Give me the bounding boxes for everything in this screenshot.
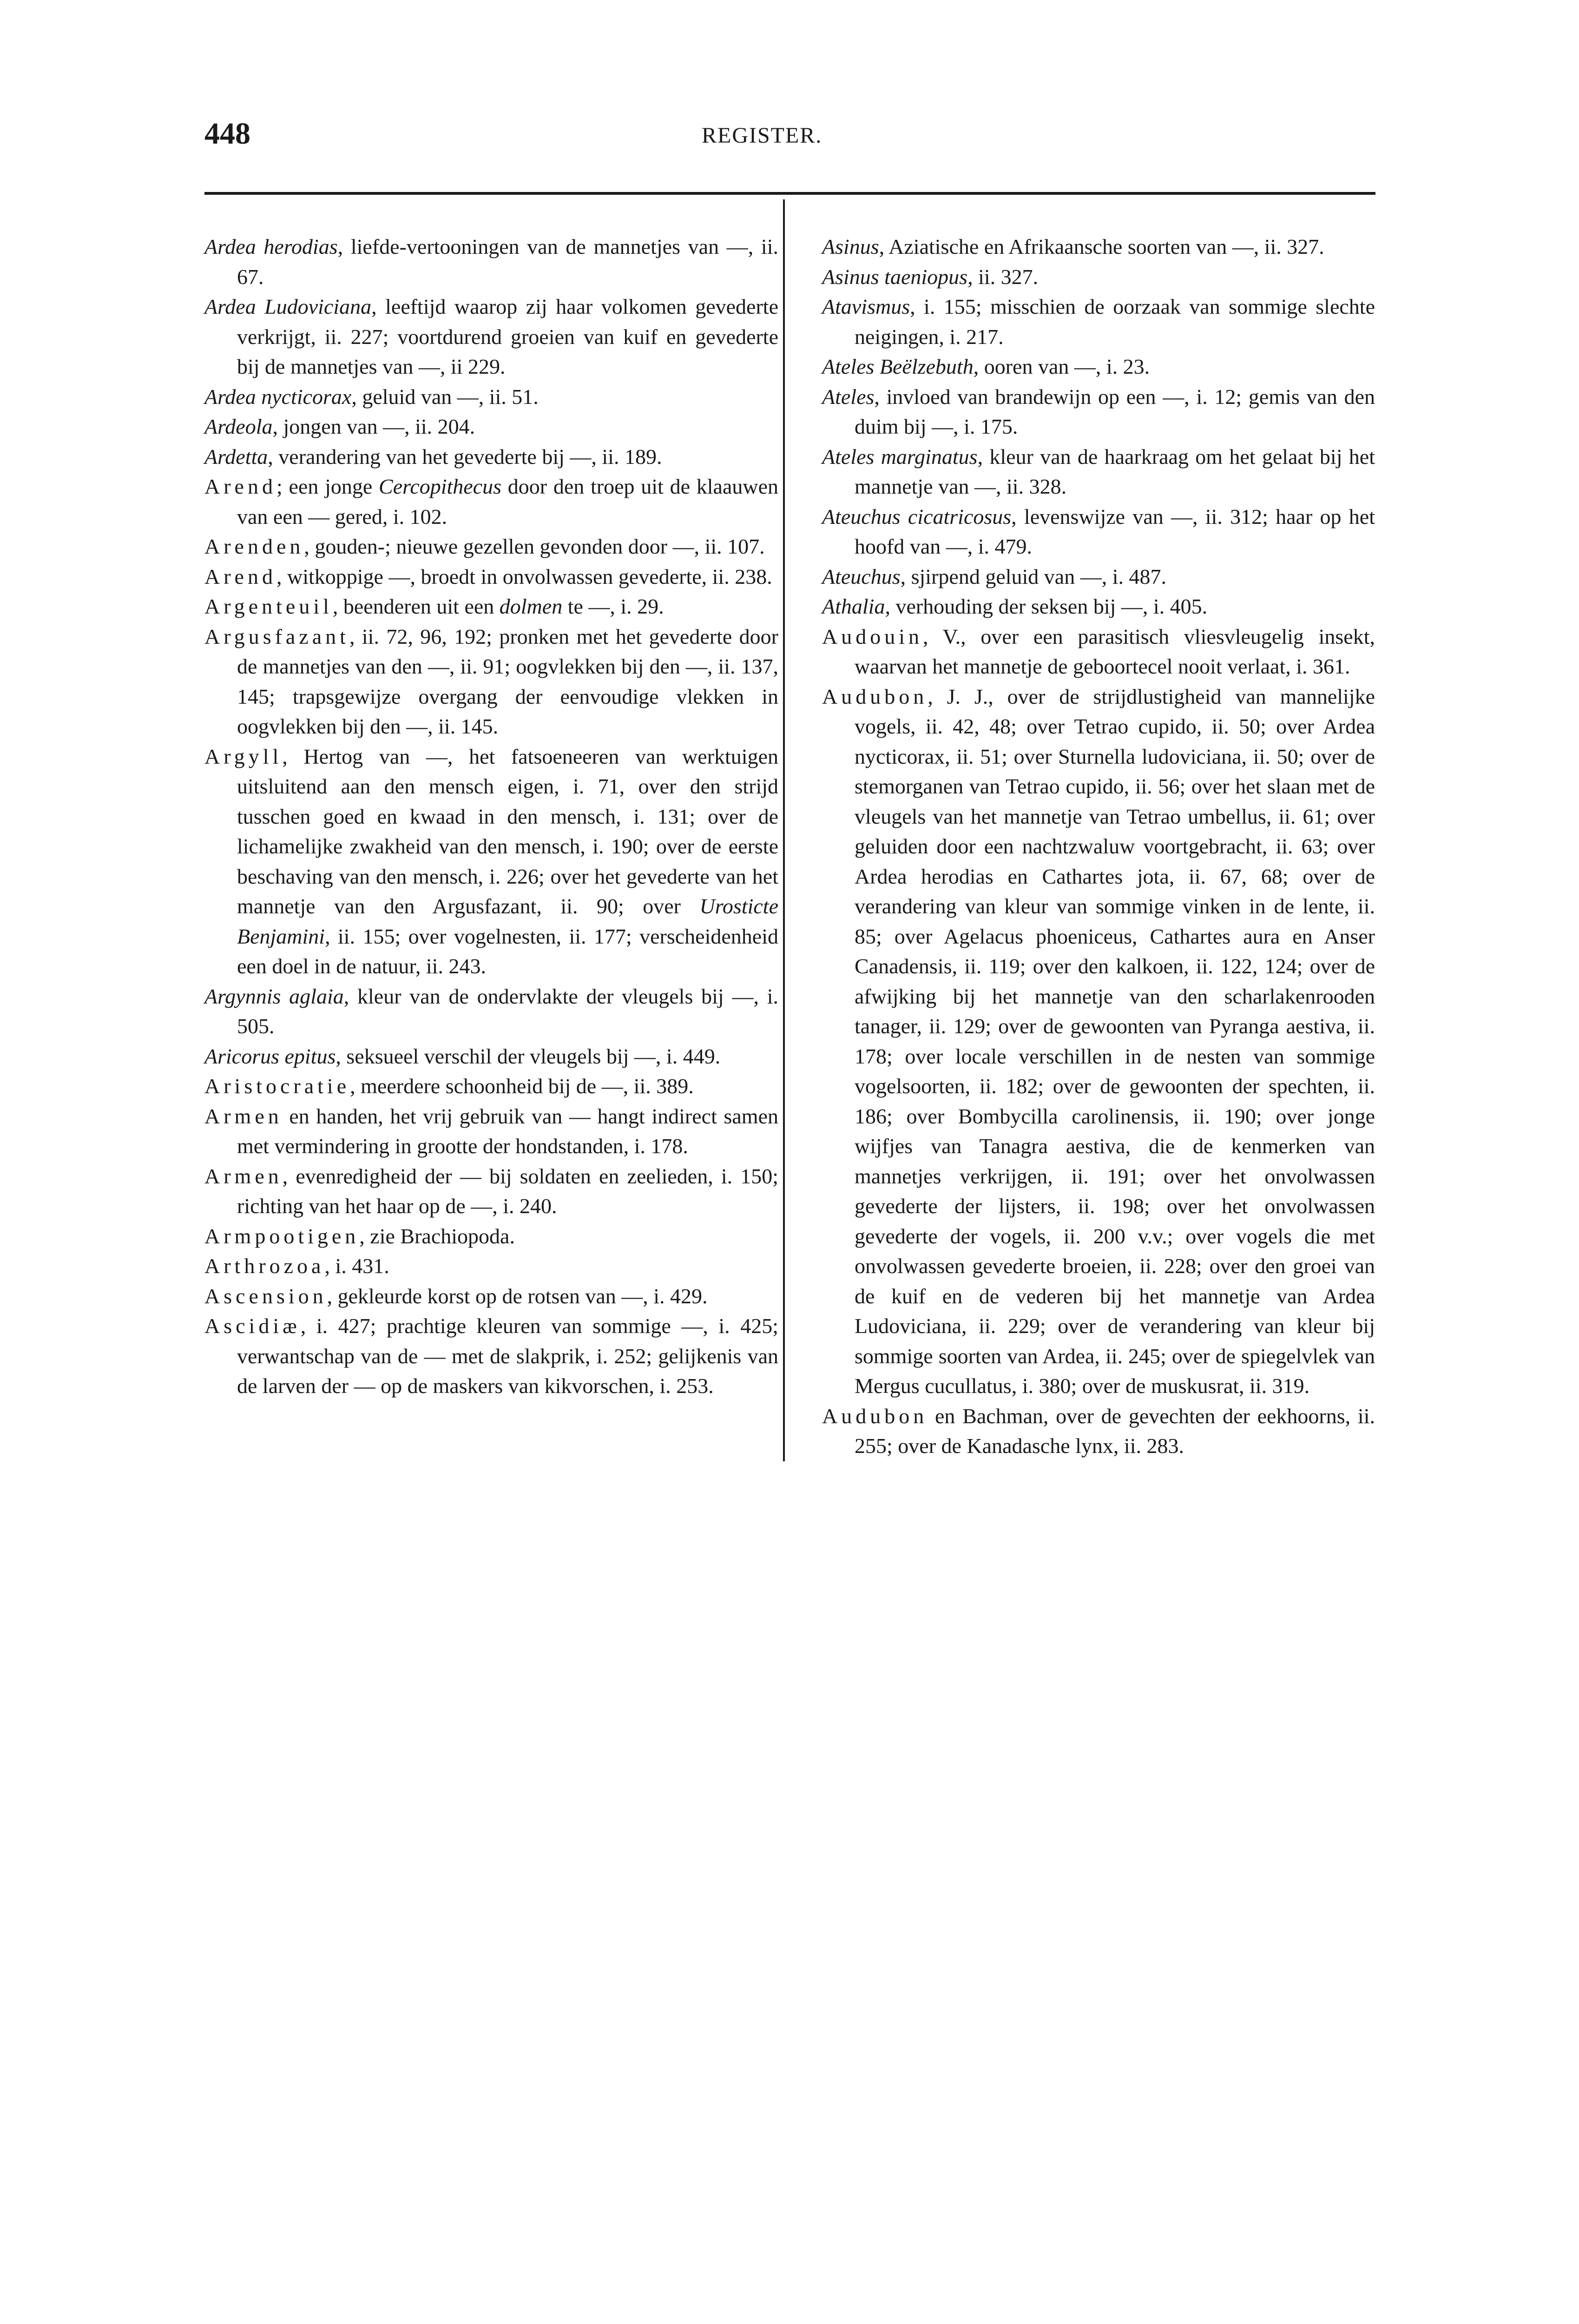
index-entry [822, 592, 1375, 622]
page-header [204, 119, 1375, 193]
entry-headword: Atavismus [822, 295, 910, 318]
running-head: REGISTER. [702, 123, 822, 148]
index-entry [204, 1311, 778, 1401]
entry-text: , invloed van brandewijn op een —, i. 12; gemis van den duim bij —, i. 175. [855, 384, 1375, 438]
entry-text: , witkoppige —, broedt in onvolwassen gevederte, ii. 238. [276, 564, 772, 588]
entry-text: , liefde-vertooningen van de mannetjes van —, ii. 67. [237, 235, 778, 289]
index-entry [204, 1162, 778, 1221]
entry-headword: Asinus taeniopus [822, 264, 968, 289]
index-entry [822, 232, 1375, 262]
entry-headword: Ateles marginatus [822, 444, 978, 469]
entry-text: , zie Brachiopoda. [359, 1224, 515, 1248]
entry-text: , levenswijze van —, ii. 312; haar op het hoofd van —, i. 479. [855, 504, 1375, 558]
index-entry [204, 982, 778, 1042]
entry-italic-term: dolmen [499, 594, 563, 618]
entry-headword: Ardea Ludoviciana [204, 295, 372, 318]
entry-headword: Aricorus epitus [204, 1044, 336, 1068]
entry-headword: Ascension [204, 1284, 327, 1308]
entry-headword: Arenden [204, 535, 304, 558]
entry-text: , Aziatische en Afrikaansche soorten van —, ii. 327. [879, 235, 1324, 258]
entry-text: , ooren van —, i. 23. [973, 355, 1150, 378]
index-entry [204, 592, 778, 622]
entry-text: , geluid van —, ii. 51. [351, 384, 539, 409]
index-entry [822, 262, 1375, 292]
index-entry [822, 562, 1375, 592]
index-entry [204, 1102, 778, 1162]
entry-text: , leeftijd waarop zij haar volkomen gevederte verkrijgt, ii. 227; voortdurend groeien van kuif en gevederte bij de mannetjes van —, ii 229. [237, 295, 778, 378]
entry-headword: Asinus [822, 235, 879, 258]
entry-headword: Ateles Beëlzebuth [822, 355, 974, 378]
index-entry [204, 292, 778, 382]
page-number: 448 [204, 117, 250, 151]
entry-italic-term: Cercopithecus [379, 475, 502, 498]
entry-headword: Ateles [822, 384, 875, 409]
index-entry [204, 442, 778, 472]
left-column [204, 232, 783, 1401]
entry-text: , i. 431. [324, 1254, 389, 1278]
index-entry [822, 442, 1375, 502]
entry-text: ; een jonge [276, 475, 379, 498]
entry-italic-term: Urosticte Benjamini [237, 894, 778, 948]
entry-text-continued: , ii. 155; over vogelnesten, ii. 177; verscheidenheid een doel in de natuur, ii. 243. [237, 924, 778, 978]
entry-text: , seksueel verschil der vleugels bij —, i. 449. [336, 1044, 721, 1068]
index-entry [822, 1401, 1375, 1461]
index-entry [204, 742, 778, 982]
index-entry [204, 562, 778, 592]
index-entry [204, 382, 778, 412]
index-entry [204, 472, 778, 532]
entry-headword: Athalia [822, 594, 885, 618]
index-entry [822, 502, 1375, 562]
entry-text: , i. 155; misschien de oorzaak van sommige slechte neigingen, i. 217. [855, 295, 1375, 349]
entry-headword: Ateuchus cicatricosus [822, 504, 1012, 528]
entry-text: , J. J., over de strijdlustigheid van mannelijke vogels, ii. 42, 48; over Tetrao cupido, ii. 50; over Ardea nycticorax, ii. 51; over Sturnella ludoviciana, ii. 50; over de stemorganen van Tetrao cupido, ii. 56; over het slaan met de vleugels van het mannetje van Tetrao umbellus, ii. 61; over geluiden door een nachtzwaluw voortgebracht, ii. 63; over Ardea herodias en Cathartes jota, ii. 67, 68; over de verandering van kleur van sommige vinken in de lente, ii. 85; over Agelacus phoeniceus, Cathartes aura en Anser Canadensis, ii. 119; over den kalkoen, ii. 122, 124; over de afwijking bij het mannetje van den scharlakenrooden tanager, ii. 129; over de gewoonten van Pyranga aestiva, ii. 178; over locale verschillen in de nesten van sommige vogelsoorten, ii. 182; over de gewoonten der spechten, ii. 186; over Bombycilla carolinensis, ii. 190; over jonge wijfjes van Tanagra aestiva, die de kenmerken van mannetjes verkrijgen, ii. 191; over het onvolwassen gevederte der lijsters, ii. 198; over het onvolwassen gevederte der vogels, ii. 200 v.v.; over vogels die met onvolwassen gevederte broeien, ii. 228; over den groei van de kuif en de vederen bij het mannetje van Ardea Ludoviciana, ii. 229; over de verandering van kleur bij sommige soorten van Ardea, ii. 245; over de spiegelvlek van Mergus cucullatus, i. 380; over de muskusrat, ii. 319. [855, 684, 1375, 1398]
entry-headword: Ardetta [204, 444, 268, 469]
entry-text: , verhouding der seksen bij —, i. 405. [885, 594, 1208, 618]
entry-text-continued: te —, i. 29. [562, 594, 664, 618]
index-entry [204, 1042, 778, 1072]
entry-text: , gekleurde korst op de rotsen van —, i. 429. [327, 1284, 708, 1308]
index-entry [204, 1071, 778, 1102]
header-rule [204, 192, 1375, 195]
index-entry [822, 292, 1375, 352]
entry-headword: Argyll [204, 744, 283, 768]
entry-text: , gouden-; nieuwe gezellen gevonden door —, ii. 107. [304, 535, 765, 558]
index-entry [822, 622, 1375, 682]
entry-text: , meerdere schoonheid bij de —, ii. 389. [350, 1074, 694, 1098]
index-entry [204, 1251, 778, 1281]
entry-text: , kleur van de haarkraag om het gelaat bij het mannetje van —, ii. 328. [855, 444, 1375, 498]
entry-headword: Audubon [822, 684, 928, 708]
right-column [785, 232, 1375, 1461]
entry-text: , ii. 72, 96, 192; pronken met het gevederte door de mannetjes van den —, ii. 91; oogvlekken bij den —, ii. 137, 145; trapsgewijze overgang der eenvoudige vlekken in oogvlekken bij den —, ii. 145. [237, 624, 778, 738]
entry-headword: Argynnis aglaia [204, 984, 344, 1008]
index-entry [204, 232, 778, 292]
entry-text: , kleur van de ondervlakte der vleugels bij —, i. 505. [237, 984, 779, 1038]
entry-text: , ii. 327. [967, 264, 1039, 289]
entry-text: , sjirpend geluid van —, i. 487. [900, 564, 1166, 588]
index-entry [822, 352, 1375, 382]
entry-text: en Bachman, over de gevechten der eekhoorns, ii. 255; over de Kanadasche lynx, ii. 283. [855, 1404, 1375, 1458]
entry-text: , jongen van —, ii. 204. [272, 415, 475, 438]
entry-headword: Arend [204, 564, 276, 588]
index-entry [204, 1221, 778, 1252]
entry-headword: Armen [204, 1104, 283, 1128]
entry-headword: Armen [204, 1164, 283, 1188]
index-entry [822, 382, 1375, 442]
entry-text-continued: door den troep uit de klaauwen van een — gered, i. 102. [237, 475, 779, 528]
index-entry [204, 1281, 778, 1312]
index-entry [822, 682, 1375, 1401]
index-columns [204, 232, 1375, 1461]
entry-headword: Armpootigen [204, 1224, 360, 1248]
index-entry [204, 412, 778, 442]
entry-headword: Ardea herodias [204, 235, 338, 258]
entry-headword: Ateuchus [822, 564, 901, 588]
entry-headword: Argusfazant [204, 624, 349, 648]
entry-headword: Arend [204, 475, 276, 498]
entry-text: , verandering van het gevederte bij —, ii. 189. [268, 444, 662, 469]
entry-headword: Audubon [822, 1404, 928, 1428]
index-entry [204, 622, 778, 742]
entry-headword: Argenteuil [204, 594, 333, 618]
entry-headword: Arthrozoa [204, 1254, 325, 1278]
entry-headword: Aristocratie [204, 1074, 350, 1098]
entry-headword: Ardea nycticorax [204, 384, 352, 409]
entry-headword: Ascidiæ [204, 1314, 301, 1338]
entry-text: , evenredigheid der — bij soldaten en zeelieden, i. 150; richting van het haar op de —, i. 240. [237, 1164, 778, 1218]
index-entry [204, 532, 778, 562]
entry-text: , V., over een parasitisch vliesvleugelig insekt, waarvan het mannetje de geboortecel nooit verlaat, i. 361. [855, 624, 1375, 678]
entry-text: en handen, het vrij gebruik van — hangt indirect samen met vermindering in grootte der hondstanden, i. 178. [237, 1104, 778, 1158]
entry-headword: Audouin [822, 624, 923, 648]
entry-text: , beenderen uit een [332, 594, 500, 618]
entry-text: , Hertog van —, het fatsoeneeren van werktuigen uitsluitend aan den mensch eigen, i. 71, over den strijd tusschen goed en kwaad in den mensch, i. 131; over de lichamelijke zwakheid van den mensch, i. 190; over de eerste beschaving van den mensch, i. 226; over het gevederte van het mannetje van den Argusfazant, ii. 90; over [237, 744, 778, 918]
entry-text: , i. 427; prachtige kleuren van sommige —, i. 425; verwantschap van de — met de slakprik, i. 252; gelijkenis van de larven der — op de maskers van kikvorschen, i. 253. [237, 1314, 778, 1398]
entry-headword: Ardeola [204, 415, 273, 438]
